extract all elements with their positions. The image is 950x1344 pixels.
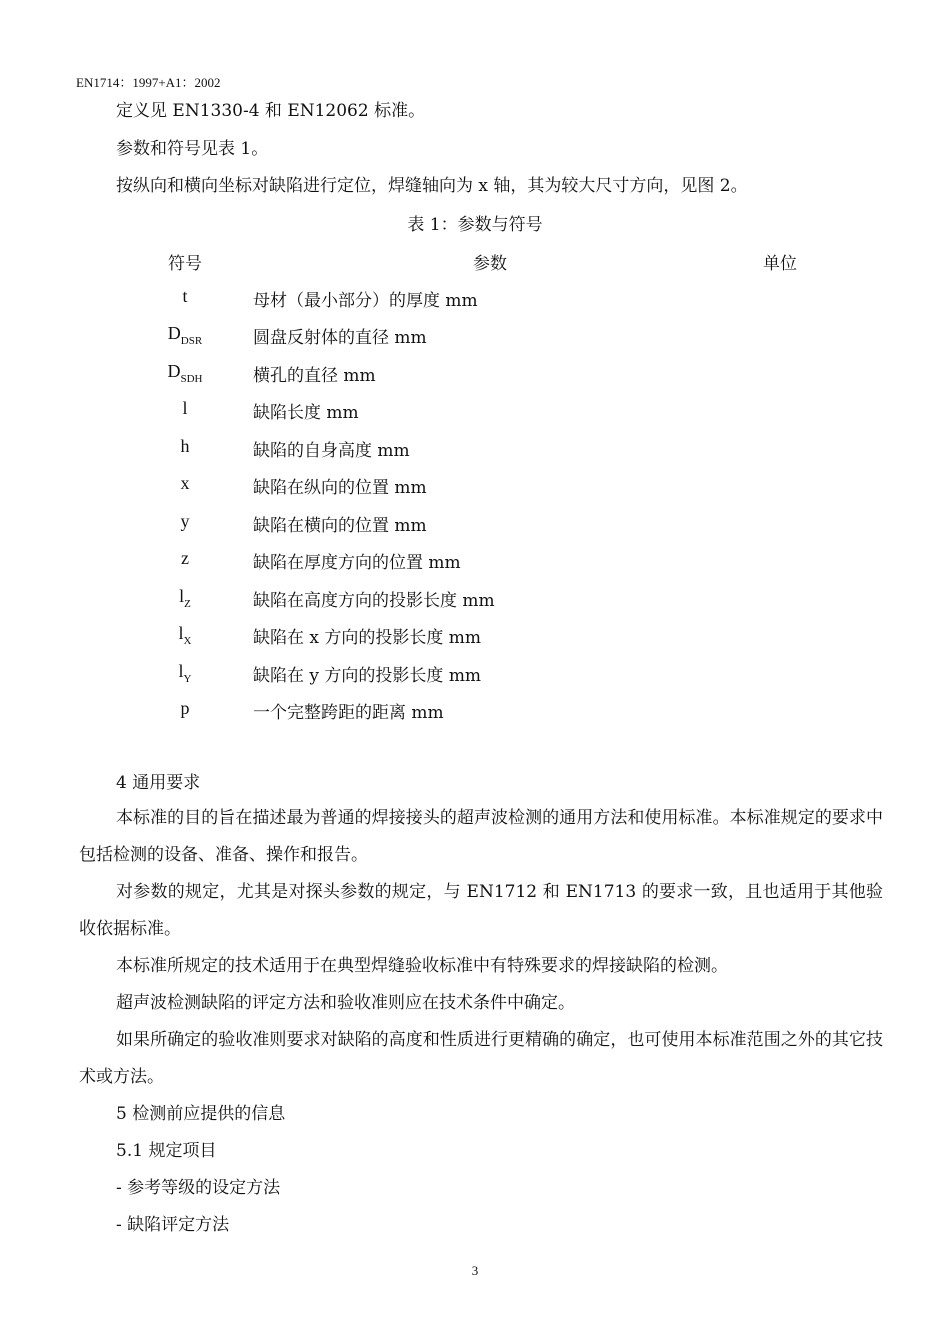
column-header-parameter: 参数 (473, 254, 507, 274)
parameter-cell: 母材（最小部分）的厚度 mm (253, 291, 478, 311)
table-row (0, 586, 950, 616)
symbol-cell: h (180, 436, 190, 456)
intro-line-3: 按纵向和横向坐标对缺陷进行定位，焊缝轴向为 x 轴，其为较大尺寸方向，见图 2。 (116, 176, 748, 196)
parameter-cell: 圆盘反射体的直径 mm (253, 328, 427, 348)
symbol-cell: y (180, 511, 190, 531)
parameter-cell: 缺陷在 x 方向的投影长度 mm (253, 628, 482, 648)
section-4-paragraph: 如果所确定的验收准则要求对缺陷的高度和性质进行更精确的确定，也可使用本标准范围之外的其它技术或方法。 (79, 1030, 883, 1087)
list-item: - 缺陷评定方法 (116, 1215, 230, 1235)
section-4-paragraph: 对参数的规定，尤其是对探头参数的规定，与 EN1712 和 EN1713 的要求一致，且也适用于其他验收依据标准。 (79, 882, 883, 939)
parameter-cell: 横孔的直径 mm (253, 366, 376, 386)
symbol-cell: $l_Z$ (179, 586, 191, 610)
section-4-paragraph: 超声波检测缺陷的评定方法和验收准则应在技术条件中确定。 (116, 993, 575, 1013)
column-header-symbol: 符号 (168, 254, 202, 274)
symbol-cell: l (182, 398, 188, 418)
intro-line-2: 参数和符号见表 1。 (116, 139, 269, 159)
table-row (0, 698, 950, 728)
parameter-cell: 缺陷在 y 方向的投影长度 mm (253, 666, 482, 686)
table-caption: 表 1：参数与符号 (407, 215, 543, 235)
symbol-cell: x (180, 473, 190, 493)
symbol-cell: p (180, 698, 190, 718)
table-row (0, 398, 950, 428)
section-4-paragraph: 本标准所规定的技术适用于在典型焊缝验收标准中有特殊要求的焊接缺陷的检测。 (116, 956, 728, 976)
parameter-cell: 缺陷长度 mm (253, 403, 359, 423)
parameter-cell: 缺陷的自身高度 mm (253, 441, 410, 461)
symbol-cell: $l_X$ (178, 623, 192, 647)
section-4-paragraph: 本标准的目的旨在描述最为普通的焊接接头的超声波检测的通用方法和使用标准。本标准规定的要求中包括检测的设备、准备、操作和报告。 (79, 808, 883, 865)
parameter-cell: 缺陷在厚度方向的位置 mm (253, 553, 461, 573)
parameter-cell: 一个完整跨距的距离 mm (253, 703, 444, 723)
list-item: - 参考等级的设定方法 (116, 1178, 281, 1198)
document-header: EN1714：1997+A1：2002 (76, 75, 221, 90)
symbol-cell: $l_Y$ (178, 661, 192, 685)
table-row (0, 473, 950, 503)
symbol-cell: z (181, 548, 189, 568)
table-row (0, 436, 950, 466)
section-4-heading: 4 通用要求 (116, 773, 201, 793)
symbol-cell: $D_{DSR}$ (167, 323, 203, 347)
symbol-cell: t (182, 286, 188, 306)
section-5-heading: 5 检测前应提供的信息 (116, 1104, 286, 1124)
column-header-unit: 单位 (763, 254, 797, 274)
table-row (0, 548, 950, 578)
table-row (0, 286, 950, 316)
table-row (0, 511, 950, 541)
parameter-cell: 缺陷在纵向的位置 mm (253, 478, 427, 498)
parameter-cell: 缺陷在横向的位置 mm (253, 516, 427, 536)
table-row (0, 623, 950, 653)
intro-line-1: 定义见 EN1330-4 和 EN12062 标准。 (116, 101, 426, 121)
table-row (0, 323, 950, 353)
parameter-cell: 缺陷在高度方向的投影长度 mm (253, 591, 495, 611)
table-row (0, 361, 950, 391)
symbol-cell: $D_{SDH}$ (167, 361, 203, 385)
table-row (0, 661, 950, 691)
page-number: 3 (471, 1263, 479, 1278)
section-5-1-heading: 5.1 规定项目 (116, 1141, 217, 1161)
